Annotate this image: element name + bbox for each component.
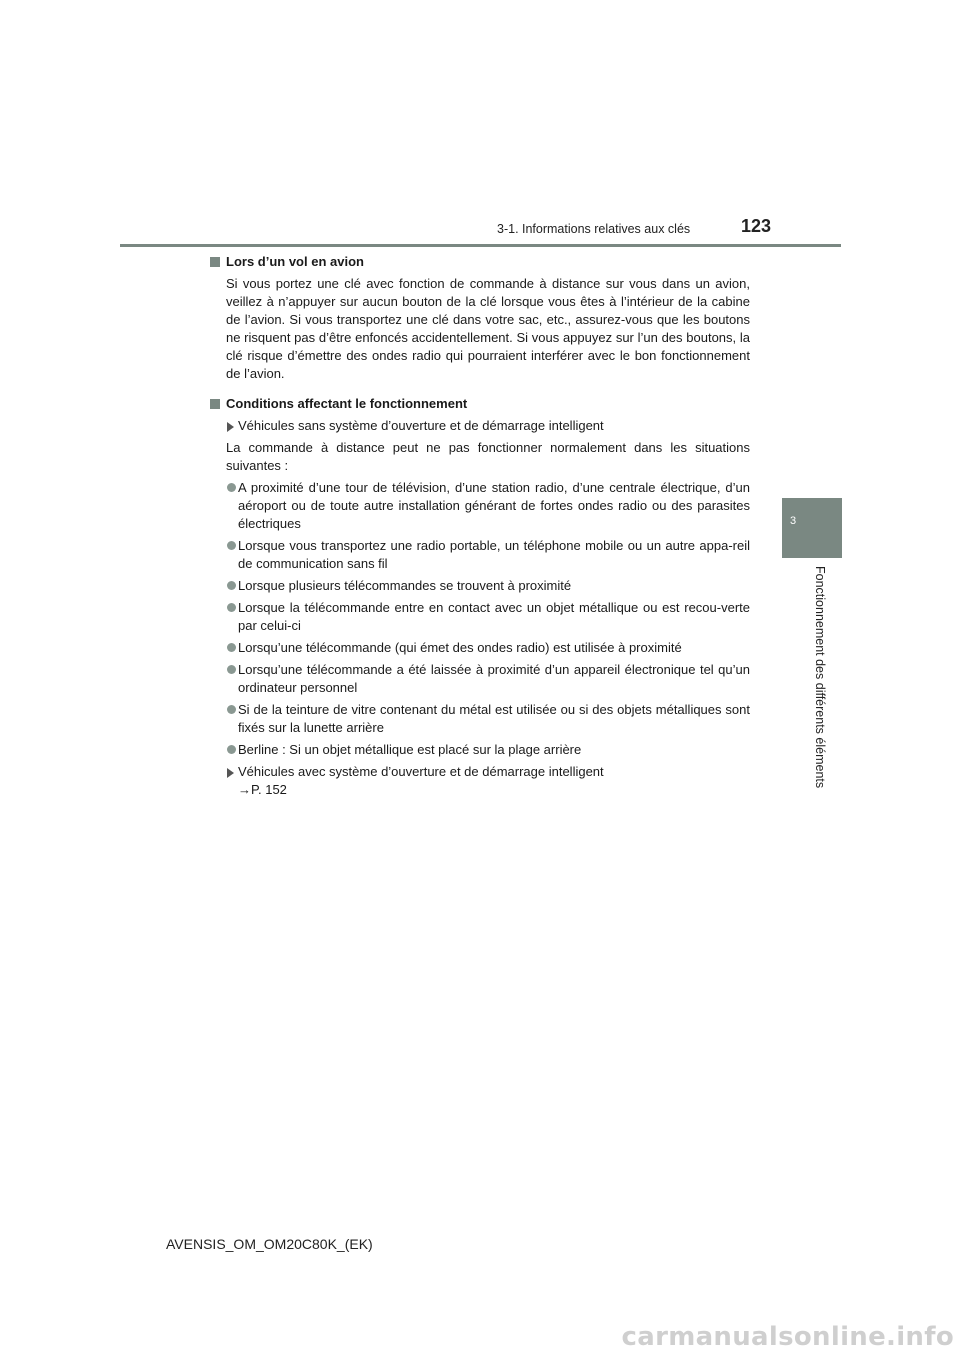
subsection-title: Véhicules sans système d’ouverture et de démarrage intelligent [210, 417, 750, 435]
circle-bullet-icon [227, 541, 236, 550]
circle-bullet-icon [227, 745, 236, 754]
list-item: A proximité d’une tour de télévision, d’une station radio, d’une centrale électrique, d’un aéroport ou de toute autre installation générant de fortes ondes radio ou des parasites électriques [210, 479, 750, 533]
list-item: Lorsqu’une télécommande (qui émet des ondes radio) est utilisée à proximité [210, 639, 750, 657]
chapter-label: Fonctionnement des différents éléments [813, 566, 827, 789]
main-content [210, 253, 750, 803]
section-paragraph: Si vous portez une clé avec fonction de commande à distance sur vous dans un avion, veillez à n’appuyer sur aucun bouton de la clé lorsque vous êtes à l’intérieur de la cabine de l’avion. Si vous transportez une clé dans votre sac, etc., assurez-vous que les boutons ne risquent pas d’être enfoncés accidentellement. Si vous appuyez sur l’un des boutons, la clé risque d’émettre des ondes radio qui pourraient interférer avec le bon fonctionnement de l’avion. [226, 276, 750, 381]
list-item: Berline : Si un objet métallique est placé sur la plage arrière [210, 741, 750, 759]
list-item: Lorsque plusieurs télécommandes se trouvent à proximité [210, 577, 750, 595]
list-item: Lorsque vous transportez une radio portable, un téléphone mobile ou un autre appa-reil de communication sans fil [210, 537, 750, 573]
document-code: AVENSIS_OM_OM20C80K_(EK) [166, 1236, 373, 1252]
chapter-number: 3 [790, 515, 797, 527]
chapter-tab [782, 498, 842, 558]
circle-bullet-icon [227, 603, 236, 612]
header-divider [120, 244, 841, 247]
page-reference-link[interactable]: →P. 152 [238, 782, 287, 797]
intro-paragraph: La commande à distance peut ne pas fonctionner normalement dans les situations suivantes : [226, 440, 750, 473]
subsection-title: Véhicules avec système d’ouverture et de démarrage intelligent →P. 152 [210, 763, 750, 799]
list-item: Lorsqu’une télécommande a été laissée à proximité d’un appareil électronique tel qu’un ordinateur personnel [210, 661, 750, 697]
circle-bullet-icon [227, 705, 236, 714]
list-item: Si de la teinture de vitre contenant du métal est utilisée ou si des objets métalliques sont fixés sur la lunette arrière [210, 701, 750, 737]
square-bullet-icon [210, 257, 220, 267]
triangle-marker-icon [227, 422, 234, 432]
circle-bullet-icon [227, 483, 236, 492]
list-item: Lorsque la télécommande entre en contact avec un objet métallique ou est recou-verte par celui-ci [210, 599, 750, 635]
header-section-title: 3-1. Informations relatives aux clés [497, 222, 691, 236]
circle-bullet-icon [227, 665, 236, 674]
watermark: carmanualsonline.info [621, 1322, 954, 1352]
section-heading: Lors d’un vol en avion [210, 253, 750, 271]
section-heading: Conditions affectant le fonctionnement [210, 395, 750, 413]
page-number: 123 [741, 216, 772, 236]
circle-bullet-icon [227, 643, 236, 652]
square-bullet-icon [210, 399, 220, 409]
triangle-marker-icon [227, 768, 234, 778]
circle-bullet-icon [227, 581, 236, 590]
